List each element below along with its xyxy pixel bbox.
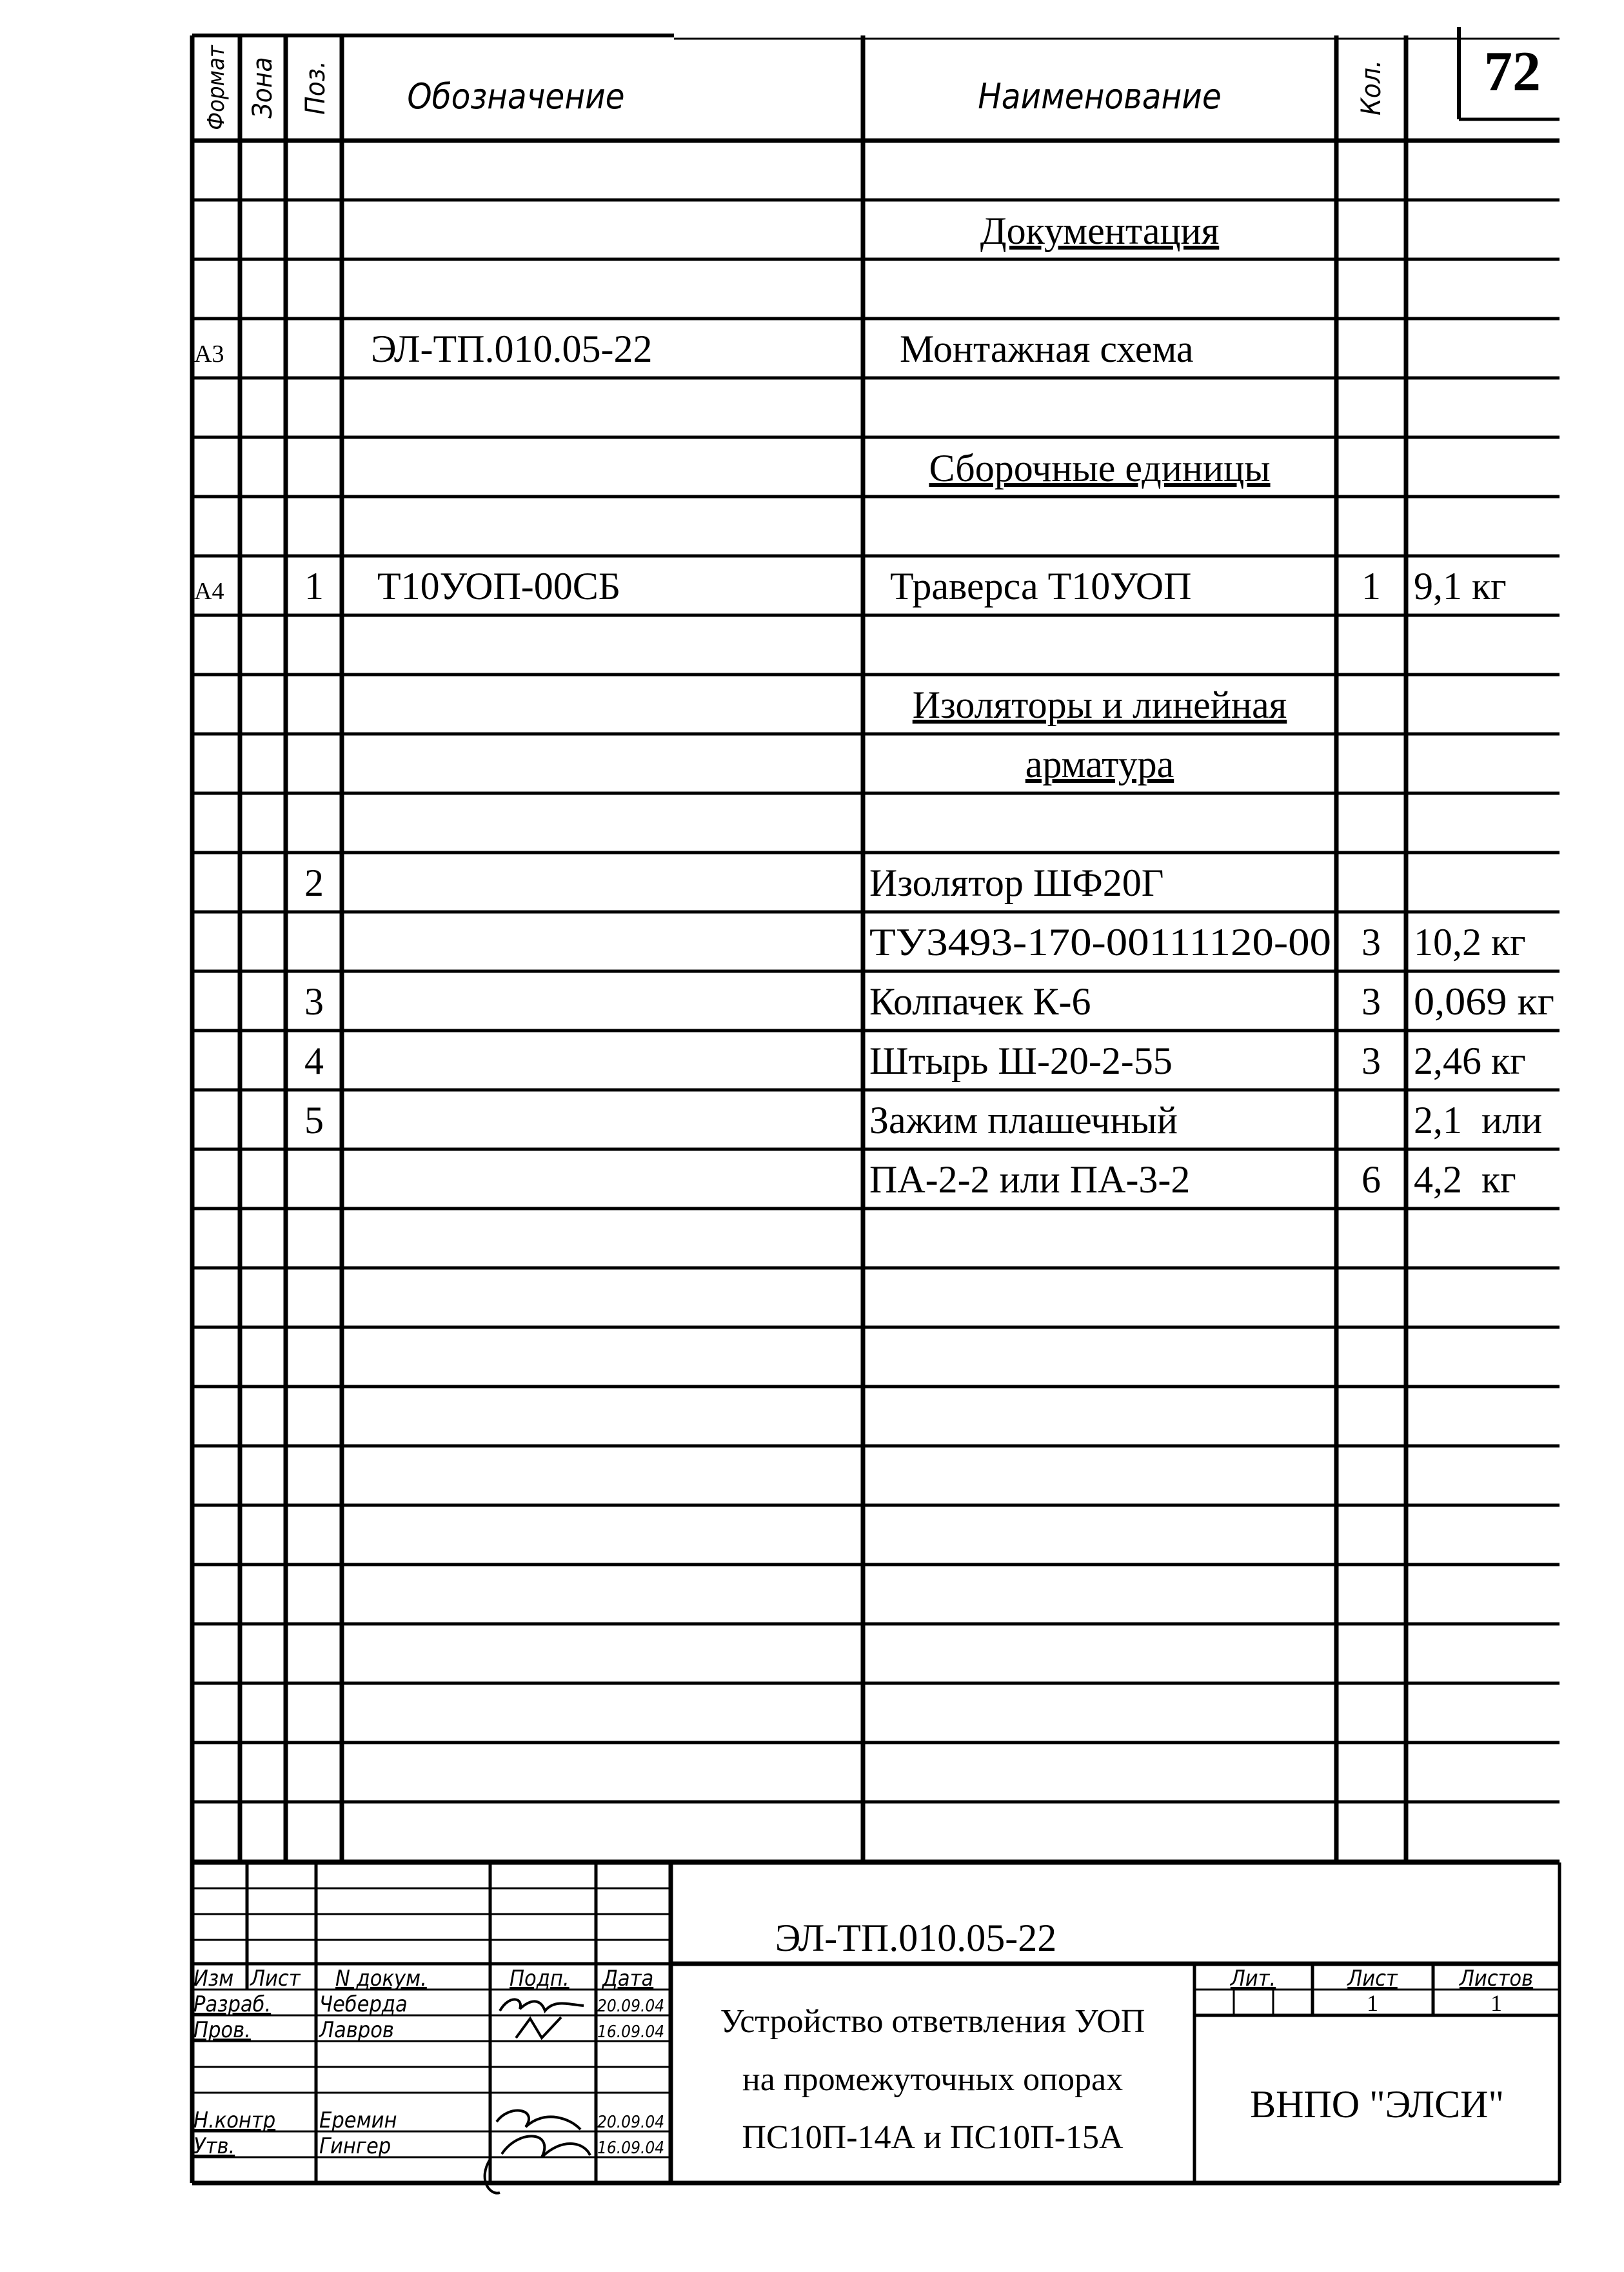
row-quantity: 3 [1362, 980, 1381, 1023]
row-position: 5 [304, 1099, 324, 1141]
name-approver: Гингер [319, 2133, 391, 2159]
date-developer: 20.09.04 [597, 1997, 665, 2016]
role-approver: Утв. [193, 2133, 235, 2159]
section-insulators-line1: Изоляторы и линейная [912, 684, 1287, 726]
row-position: 4 [304, 1040, 324, 1082]
col-header-change: Изм [193, 1966, 234, 1991]
sheet-value: 1 [1367, 1990, 1378, 2016]
row-format: А3 [194, 341, 224, 368]
document-title-line3: ПС10П-14А и ПС10П-15А [742, 2119, 1124, 2156]
role-checker: Пров. [193, 2017, 251, 2043]
row-name: Зажим плашечный [869, 1099, 1178, 1141]
header-name: Наименование [978, 76, 1222, 117]
lit-label: Лит. [1230, 1966, 1276, 1991]
signature-marks [485, 1999, 590, 2193]
row-name: ТУ3493-170-00111120-00 [869, 921, 1331, 963]
role-developer: Разраб. [193, 1991, 272, 2017]
section-insulators-line2: арматура [1025, 743, 1174, 785]
row-lines [192, 200, 1560, 1861]
row-format: А4 [194, 578, 224, 605]
header-format: Формат [203, 45, 230, 130]
row-quantity: 3 [1362, 1040, 1381, 1082]
document-code: ЭЛ-ТП.010.05-22 [775, 1917, 1057, 1959]
table-header [203, 41, 1541, 130]
row-quantity: 3 [1362, 921, 1381, 963]
header-zone: Зона [246, 57, 278, 119]
row-note: 10,2 кг [1414, 921, 1526, 963]
specification-rows [194, 328, 1554, 1201]
col-header-date: Дата [602, 1966, 654, 1991]
sheet-number: 72 [1484, 41, 1541, 103]
document-title-line1: Устройство ответвления УОП [720, 2003, 1145, 2040]
row-quantity: 1 [1362, 565, 1381, 608]
row-position: 2 [304, 862, 324, 904]
row-note: 0,069 кг [1414, 980, 1554, 1023]
date-norm-control: 20.09.04 [597, 2113, 665, 2132]
role-norm-control: Н.контр [193, 2108, 276, 2133]
name-developer: Чеберда [319, 1991, 408, 2017]
name-norm-control: Еремин [319, 2108, 397, 2133]
row-name: Монтажная схема [900, 328, 1194, 370]
row-note: 9,1 кг [1414, 565, 1507, 608]
row-name: ПА-2-2 или ПА-3-2 [869, 1158, 1191, 1201]
row-name: Колпачек К-6 [869, 980, 1091, 1023]
sheet-label: Лист [1347, 1966, 1398, 1991]
title-block [193, 1917, 1533, 2193]
sheets-label: Листов [1459, 1966, 1534, 1991]
row-designation: ЭЛ-ТП.010.05-22 [371, 328, 653, 370]
sheets-value: 1 [1490, 1990, 1502, 2016]
row-name: Изолятор ШФ20Г [869, 862, 1164, 904]
row-quantity: 6 [1362, 1158, 1381, 1201]
row-name: Штырь Ш-20-2-55 [869, 1040, 1173, 1082]
row-position: 3 [304, 980, 324, 1023]
col-header-signature: Подп. [510, 1966, 569, 1991]
row-name: Траверса Т10УОП [890, 565, 1192, 608]
col-header-doc-number: N докум. [335, 1966, 427, 1991]
document-title-line2: на промежуточных опорах [742, 2061, 1124, 2098]
row-note: 4,2 кг [1414, 1158, 1516, 1201]
row-designation: Т10УОП-00СБ [377, 565, 621, 608]
section-assembly-units: Сборочные единицы [929, 447, 1271, 489]
name-checker: Лавров [319, 2017, 394, 2043]
header-quantity: Кол. [1355, 59, 1387, 116]
row-note: 2,1 или [1414, 1099, 1543, 1141]
header-position: Поз. [299, 61, 331, 115]
header-designation: Обозначение [407, 76, 625, 117]
date-checker: 16.09.04 [597, 2022, 665, 2042]
section-documentation: Документация [980, 210, 1220, 252]
organization: ВНПО "ЭЛСИ" [1250, 2083, 1504, 2126]
row-position: 1 [304, 565, 324, 608]
col-header-sheet: Лист [250, 1966, 301, 1991]
row-note: 2,46 кг [1414, 1040, 1526, 1082]
date-approver: 16.09.04 [597, 2139, 665, 2158]
